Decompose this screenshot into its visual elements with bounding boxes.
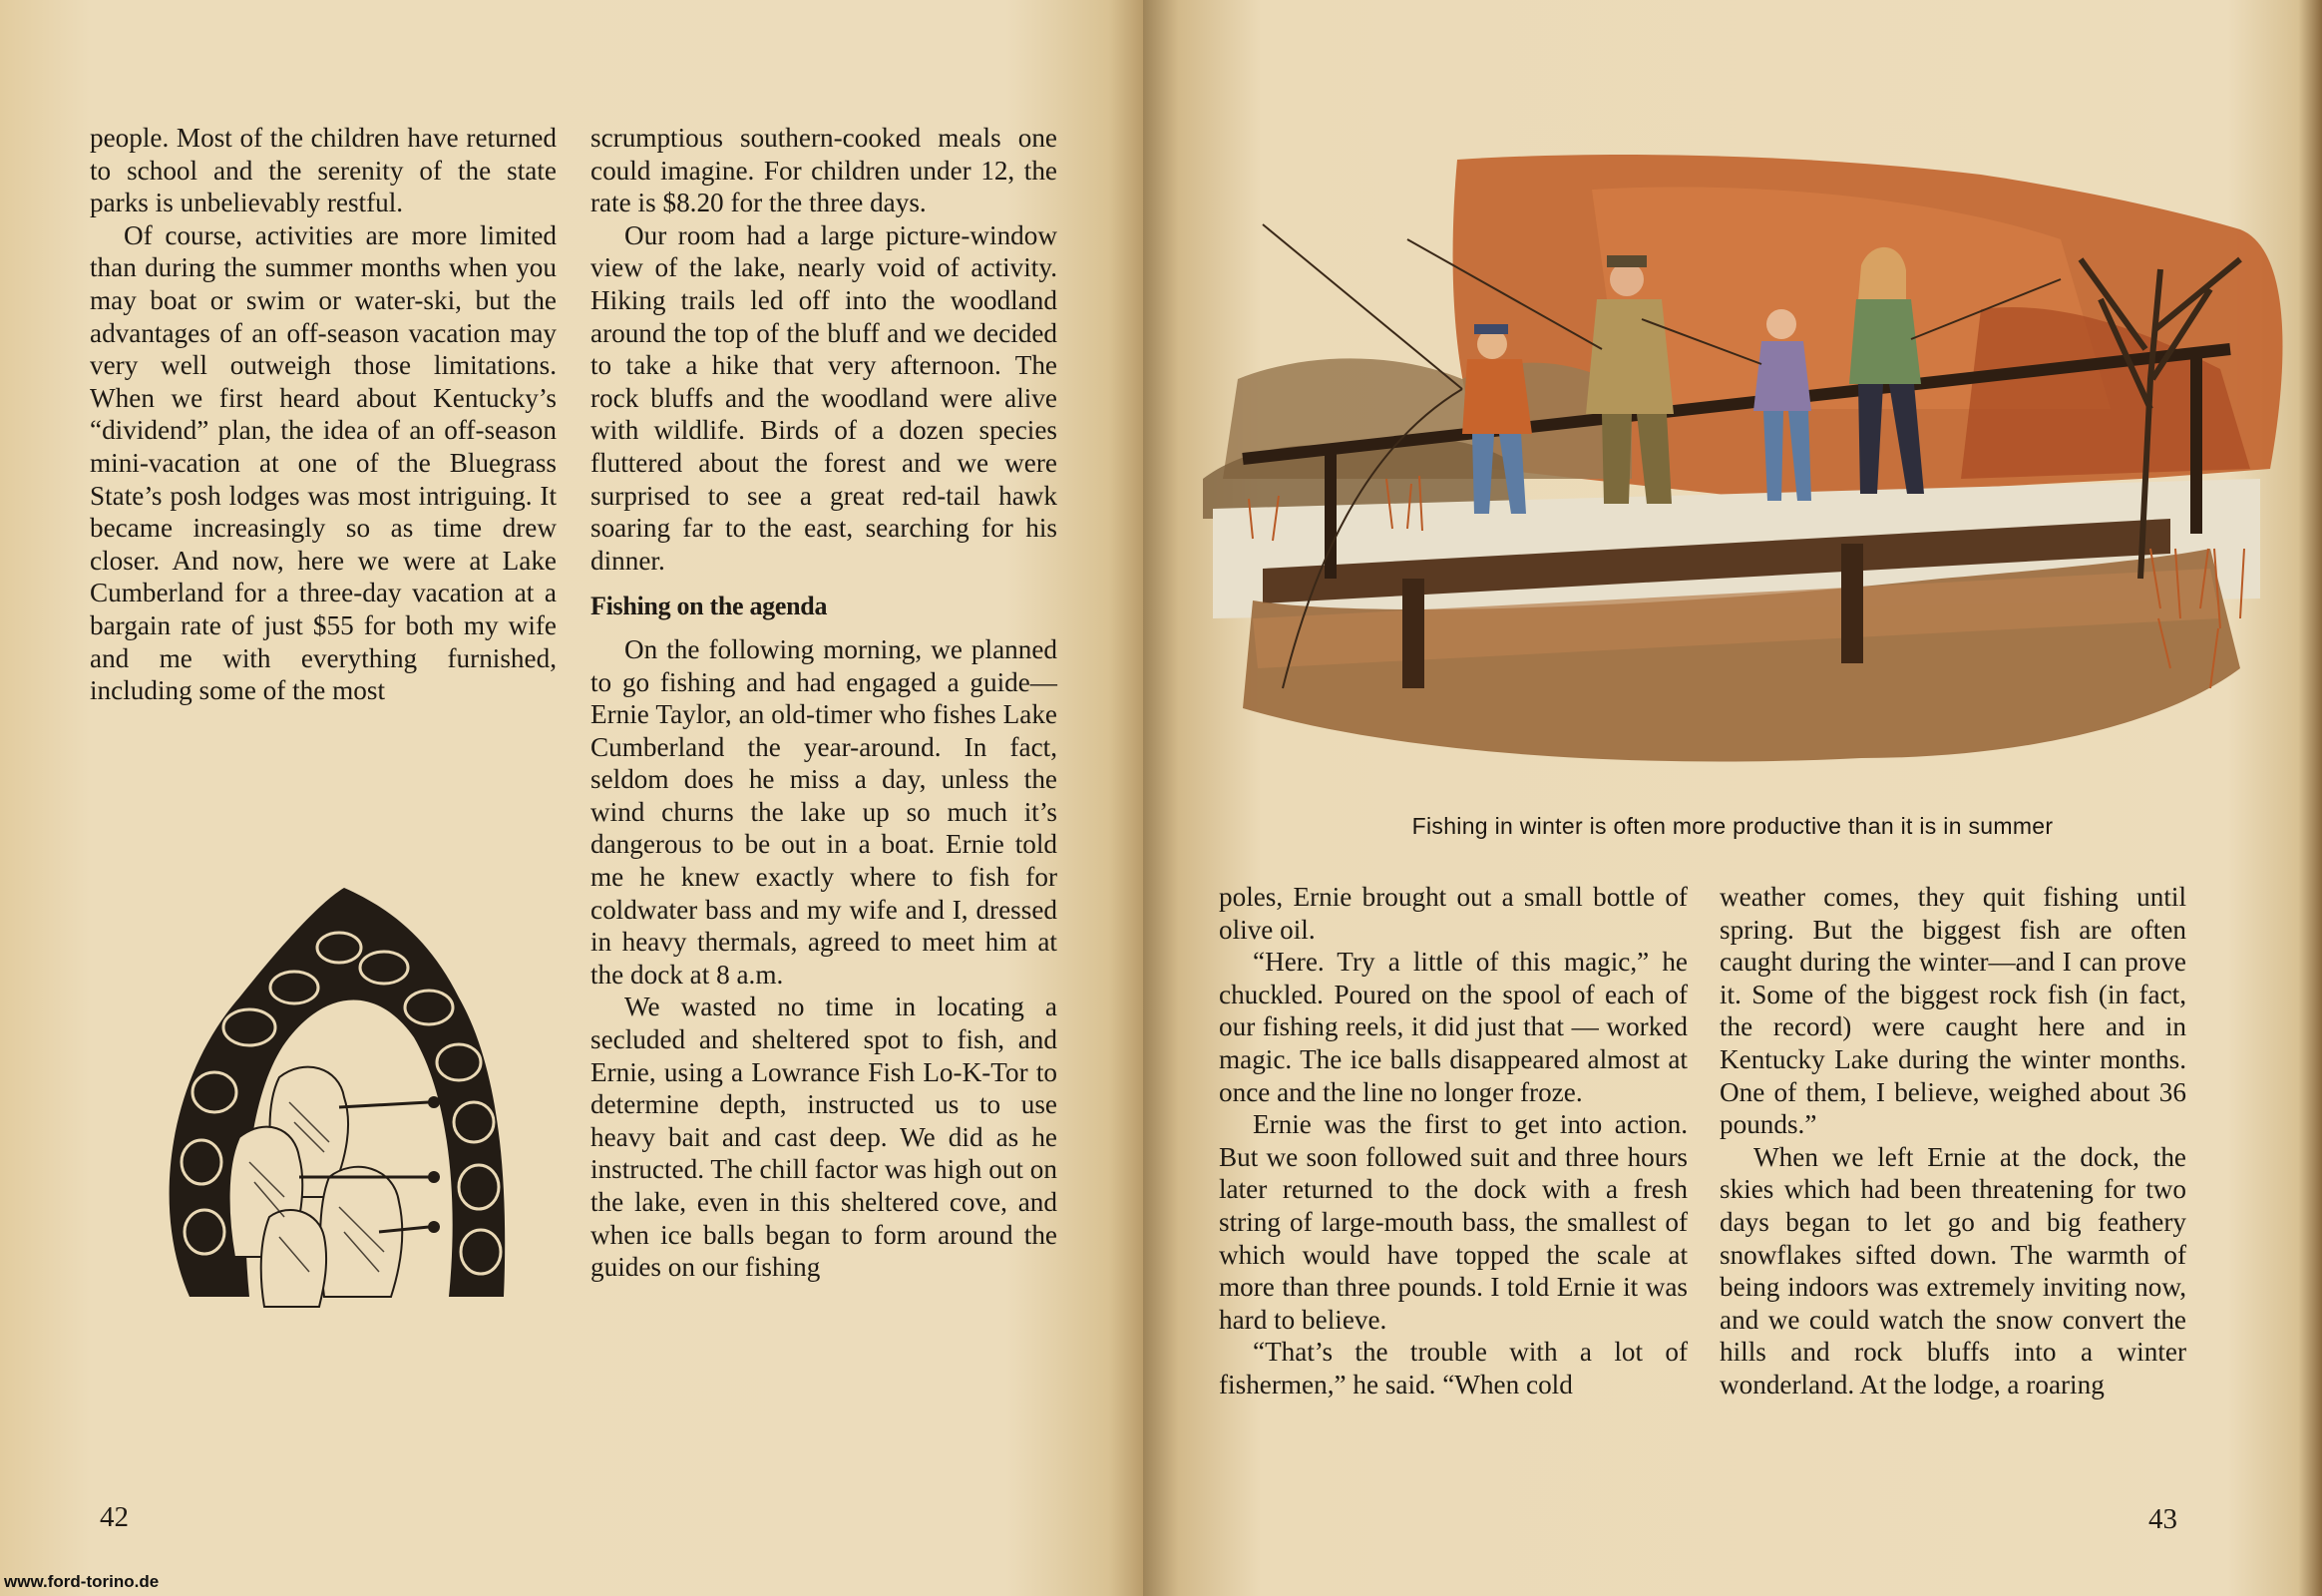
paragraph: On the following morning, we planned to go fishing and had engaged a guide—Ernie Taylor, an old-timer who fishes Lake Cumberland the year-around. In fact, seldom does he miss a day, unless the wind churns the lake up so much it’s dangerous to be out in a boat. Ernie told me he knew exactly where to fish for coldwater bass and my wife and I, dressed in heavy thermals, agreed to meet him at the dock at 8 a.m.	[590, 633, 1057, 990]
paragraph: Ernie was the first to get into action. But we soon followed suit and three hours later returned to the dock with a fresh string of large-mouth bass, the smallest of which would have topped the scale at more than three pounds. I told Ernie it was hard to believe.	[1219, 1109, 1688, 1335]
right-column-1	[1219, 881, 1688, 1401]
paragraph: Our room had a large picture-window view of the lake, nearly void of activity. Hiking trails led off into the woodland around the top of the bluff and we decided to take a hike that very afternoon. The rock bluffs and the woodland were alive with wildlife. Birds of a dozen species fluttered about the forest and we were surprised to see a great red-tail hawk soaring far to the east, searching for his dinner.	[590, 219, 1057, 576]
right-page	[1143, 0, 2322, 1596]
paragraph: weather comes, they quit fishing until spring. But the biggest fish are often caught during the winter—and I can prove it. Some of the biggest rock fish (in fact, the record) were caught here and in Kentucky Lake during the winter months. One of them, I believe, weighed about 36 pounds.”	[1720, 882, 2186, 1140]
winter-fishing-illustration	[1163, 150, 2300, 798]
paragraph: “That’s the trouble with a lot of fishermen,” he said. “When cold	[1219, 1337, 1688, 1399]
page-number: 43	[2148, 1503, 2177, 1535]
paragraph: We wasted no time in locating a secluded and sheltered spot to fish, and Ernie, using a Lowrance Fish Lo-K-Tor to determine depth, instructed us to use heavy bait and cast deep. We did as he instructed. The chill factor was high out on the lake, even in this sheltered cove, and when ice balls began to form around the guides on our fishing	[590, 992, 1057, 1283]
illustration-caption: Fishing in winter is often more productive than it is in summer	[1411, 813, 2054, 839]
paragraph: scrumptious southern-cooked meals one could imagine. For children under 12, the rate is $8.20 for the three days.	[590, 123, 1057, 218]
paragraph: “Here. Try a little of this magic,” he chuckled. Poured on the spool of each of our fishing reels, it did just that — worked magic. The ice balls disappeared almost at once and the line no longer froze.	[1219, 947, 1688, 1107]
website-credit: www.ford-torino.de	[4, 1572, 160, 1591]
left-column-1	[90, 122, 557, 707]
paragraph: When we left Ernie at the dock, the skies which had been threatening for two days began to let go and big feathery snowflakes sifted down. The warmth of being indoors was extremely inviting now, and we could watch the snow convert the hills and rock bluffs into a winter wonderland. At the lodge, a roaring	[1720, 1141, 2186, 1399]
paragraph: people. Most of the children have returned to school and the serenity of the state parks is unbelievably restful.	[90, 123, 557, 218]
left-column-2	[590, 122, 1057, 1284]
paragraph: Of course, activities are more limited than during the summer months when you may boat or swim or water-ski, but the advantages of an off-season vacation may very well outweigh those limitations. When we first heard about Kentucky’s “dividend” plan, the idea of an off-season mini-vacation at one of the Bluegrass State’s posh lodges was most intriguing. It became increasingly so as time drew closer. And now, here we were at Lake Cumberland for a three-day vacation at a bargain rate of just $55 for both my wife and me with everything furnished, including some of the most	[90, 219, 557, 706]
right-column-2	[1720, 881, 2186, 1401]
section-heading: Fishing on the agenda	[590, 592, 828, 621]
left-page	[0, 0, 1143, 1596]
paragraph: poles, Ernie brought out a small bottle of olive oil.	[1219, 882, 1688, 945]
page-number: 42	[100, 1501, 129, 1533]
hearth-sketch-illustration	[130, 878, 549, 1327]
